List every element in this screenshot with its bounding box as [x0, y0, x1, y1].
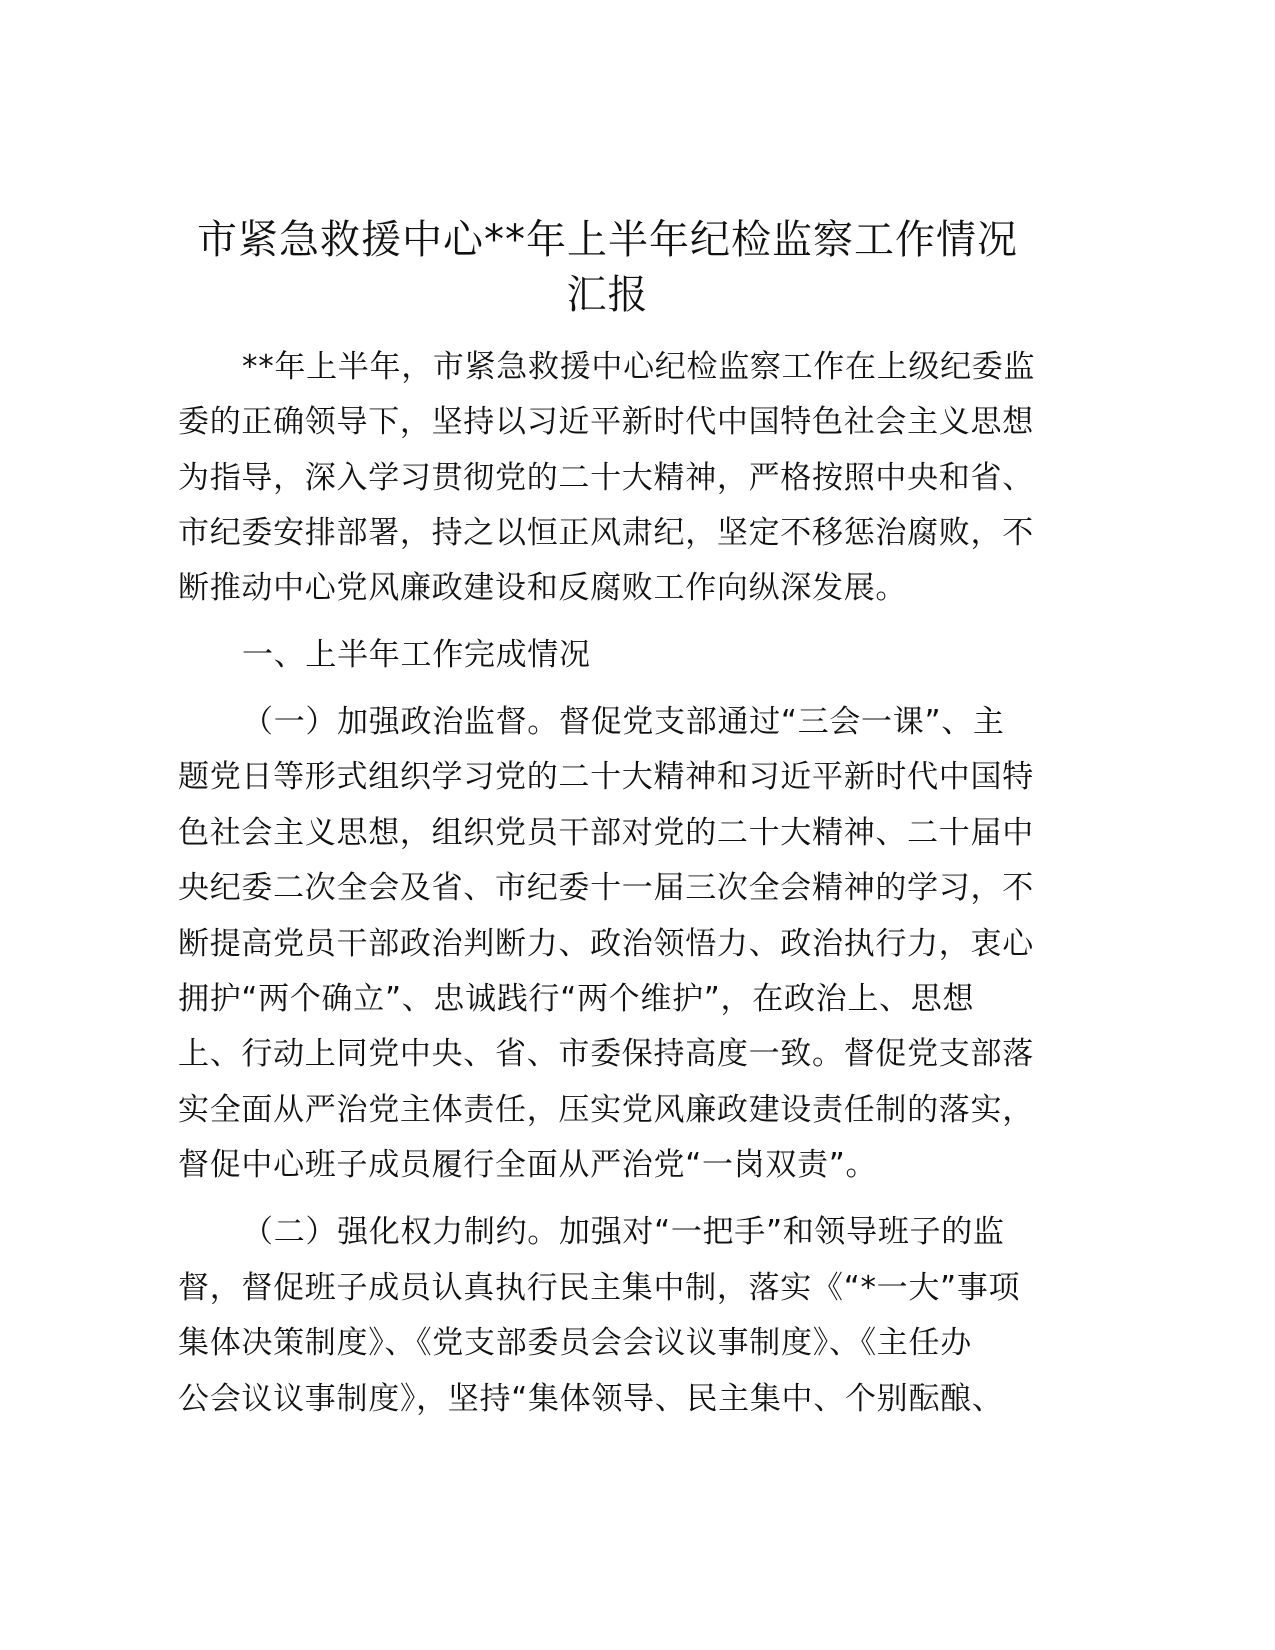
intro-paragraph-line: 为指导，深入学习贯彻党的二十大精神，严格按照中央和省、 [178, 460, 1034, 496]
paragraph-2-line: 督，督促班子成员认真执行民主集中制，落实《“*一大”事项 [178, 1270, 1021, 1306]
document-title-line-2: 汇报 [566, 272, 649, 318]
paragraph-2-line: 集体决策制度》、《党支部委员会会议议事制度》、《主任办 [178, 1325, 972, 1361]
paragraph-1-line: 拥护“两个确立”、忠诚践行“两个维护”，在政治上、思想 [178, 981, 975, 1017]
paragraph-1-line: 上、行动上同党中央、省、市委保持高度一致。督促党支部落 [178, 1036, 1034, 1072]
document-title-line-1: 市紧急救援中心**年上半年纪检监察工作情况 [197, 217, 1018, 263]
paragraph-1-line: 断提高党员干部政治判断力、政治领悟力、政治执行力，衷心 [178, 926, 1034, 962]
paragraph-1-line: 色社会主义思想，组织党员干部对党的二十大精神、二十届中 [178, 815, 1034, 851]
intro-paragraph-line: 市纪委安排部署，持之以恒正风肃纪，坚定不移惩治腐败，不 [178, 515, 1034, 551]
paragraph-1-line: 实全面从严治党主体责任，压实党风廉政建设责任制的落实， [178, 1092, 1034, 1128]
paragraph-2-line: 公会议议事制度》，坚持“集体领导、民主集中、个别酝酿、 [178, 1381, 1004, 1417]
paragraph-1-line: 央纪委二次全会及省、市纪委十一届三次全会精神的学习，不 [178, 870, 1034, 906]
paragraph-1-line: 督促中心班子成员履行全面从严治党“一岗双责”。 [178, 1147, 878, 1183]
paragraph-2-line: （二）强化权力制约。加强对“一把手”和领导班子的监 [242, 1214, 1005, 1250]
paragraph-1-line: （一）加强政治监督。督促党支部通过“三会一课”、主 [242, 704, 1005, 740]
paragraph-1-line: 题党日等形式组织学习党的二十大精神和习近平新时代中国特 [178, 759, 1034, 795]
intro-paragraph-line: 委的正确领导下，坚持以习近平新时代中国特色社会主义思想 [178, 404, 1034, 440]
intro-paragraph-line: **年上半年，市紧急救援中心纪检监察工作在上级纪委监 [242, 349, 1036, 385]
section-heading: 一、上半年工作完成情况 [242, 637, 591, 673]
intro-paragraph-line: 断推动中心党风廉政建设和反腐败工作向纵深发展。 [178, 570, 908, 606]
